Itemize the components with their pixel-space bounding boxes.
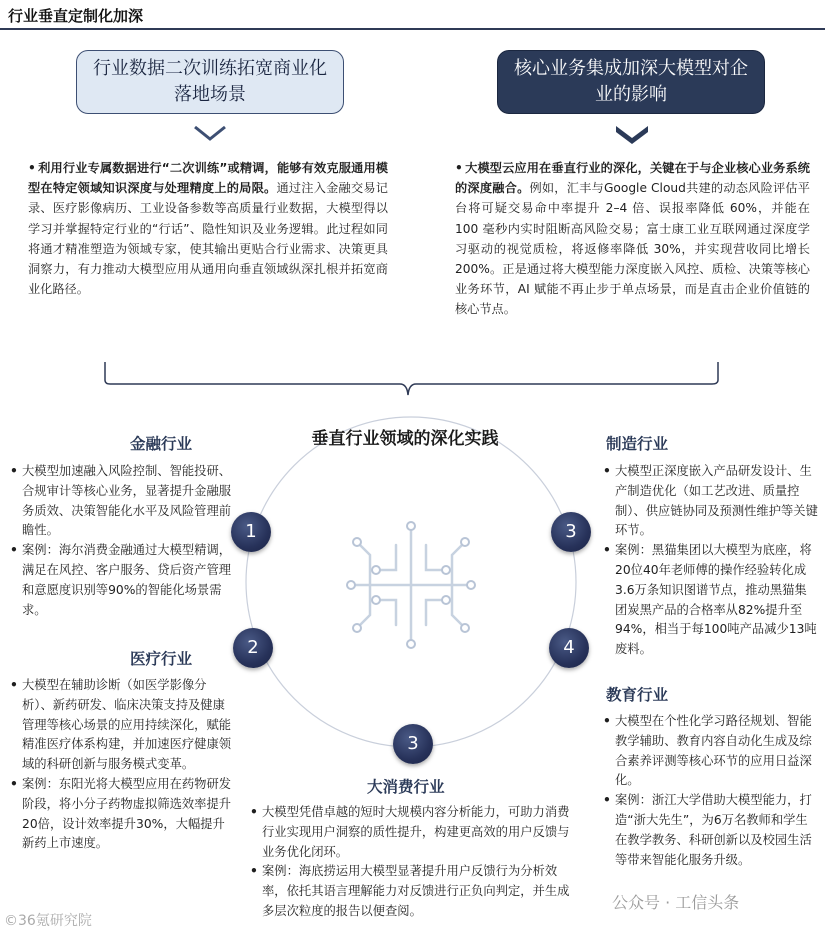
manufacturing-bullet-1: 大模型正深度嵌入产品研发设计、生产制造优化（如工艺改进、质量控制）、供应链协同及预测性维护等关键环节。 [615, 464, 818, 538]
education-bullet-1: 大模型在个性化学习路径规划、智能教学辅助、教育内容自动化生成及综合素养评测等核心环节的应用日益深化。 [615, 714, 812, 788]
step-circle-3-bottom: 3 [393, 724, 433, 764]
step-circle-1: 1 [231, 512, 271, 552]
bullet-icon: • [455, 161, 463, 175]
list-item: • 案例：黑猫集团以大模型为底座，将20位40年老师傅的操作经验转化成3.6万条知识图谱节点，推动黑猫集团炭黑产品的合格率从82%提升至94%，相当于每100吨产品减少13吨废料。 [603, 543, 817, 657]
watermark-right: 公众号 · 工信头条 [612, 893, 740, 912]
step-circle-4: 4 [549, 628, 589, 668]
manufacturing-list [603, 462, 818, 660]
left-topic-label: 行业数据二次训练拓宽商业化落地场景 [93, 58, 327, 105]
finance-bullet-2: 案例：海尔消费金融通过大模型精调，满足在风控、客户服务、贷后资产管理和意愿度识别等90%的智能化场景需求。 [22, 543, 232, 617]
list-item: • 大模型凭借卓越的短时大规模内容分析能力，可助力消费行业实现用户洞察的质性提升，构建更高效的用户反馈与业务优化闭环。 [250, 805, 570, 859]
finance-title: 金融行业 [130, 435, 193, 453]
list-item: • 案例：东阳光将大模型应用在药物研发阶段，将小分子药物虚拟筛选效率提升20倍，设计效率提升30%，大幅提升新药上市速度。 [10, 776, 232, 851]
finance-list [10, 462, 232, 620]
list-item: • 大模型在个性化学习路径规划、智能教学辅助、教育内容自动化生成及综合素养评测等核心环节的应用日益深化。 [603, 714, 812, 788]
list-item: • 大模型在辅助诊断（如医学影像分析）、新药研发、临床决策支持及健康管理等核心场景的应用持续深化，赋能精准医疗体系构建，并加速医疗健康领域的科研创新与服务模式变革。 [10, 678, 232, 772]
list-item: • 大模型加速融入风险控制、智能投研、合规审计等核心业务，显著提升金融服务质效、决策智能化水平及风险管理前瞻性。 [10, 464, 232, 538]
page-title: 行业垂直定制化加深 [8, 7, 144, 25]
consumer-bullet-1: 大模型凭借卓越的短时大规模内容分析能力，可助力消费行业实现用户洞察的质性提升，构建更高效的用户反馈与业务优化闭环。 [262, 805, 570, 859]
list-item: • 案例：海尔消费金融通过大模型精调，满足在风控、客户服务、贷后资产管理和意愿度识别等90%的智能化场景需求。 [10, 543, 232, 617]
right-topic-label: 核心业务集成加深大模型对企业的影响 [514, 58, 748, 105]
medical-list [10, 676, 232, 854]
consumer-title: 大消费行业 [367, 778, 445, 796]
left-description-bold: 利用行业专属数据进行“二次训练”或精调，能够有效克服通用模型在特定领域知识深度与处理精度上的局限。 [28, 161, 388, 196]
manufacturing-bullet-2: 案例：黑猫集团以大模型为底座，将20位40年老师傅的操作经验转化成3.6万条知识图谱节点，推动黑猫集团炭黑产品的合格率从82%提升至94%，相当于每100吨产品减少13吨废料。 [615, 543, 817, 657]
medical-bullet-2: 案例：东阳光将大模型应用在药物研发阶段，将小分子药物虚拟筛选效率提升20倍，设计效率提升30%，大幅提升新药上市速度。 [22, 776, 232, 851]
education-title: 教育行业 [606, 686, 669, 704]
watermark-left: ©36氪研究院 [4, 913, 92, 929]
step-circle-2: 2 [233, 628, 273, 668]
left-description-text: 通过注入金融交易记录、医疗影像病历、工业设备参数等高质量行业数据，大模型得以学习并掌握特定行业的“行话”、隐性知识及业务逻辑。此过程如同将通才精准塑造为领域专家，使其输出更贴合行业需求、决策更具洞察力，有力推动大模型应用从通用向垂直领域纵深扎根并拓宽商业化路径。 [28, 181, 388, 297]
finance-bullet-1: 大模型加速融入风险控制、智能投研、合规审计等核心业务，显著提升金融服务质效、决策智能化水平及风险管理前瞻性。 [22, 464, 232, 538]
medical-bullet-1: 大模型在辅助诊断（如医学影像分析）、新药研发、临床决策支持及健康管理等核心场景的应用持续深化，赋能精准医疗体系构建，并加速医疗健康领域的科研创新与服务模式变革。 [22, 678, 232, 772]
right-description-text: 例如，汇丰与Google Cloud共建的动态风险评估平台将可疑交易命中率提升 2–4 倍、误报率降低 60%，并能在 100 毫秒内实时阻断高风险交易；富士康工业互联网通过深度学习驱动的视觉质检，将返修率降低 30%，并实现营收同比增长 200%。正是通过将大模型能力深度嵌入风控、质检、决策等核心业务环节，AI 赋能不再止步于单点场景，而是直击企业价值链的核心节点。 [455, 181, 810, 317]
manufacturing-title: 制造行业 [606, 435, 669, 453]
list-item: • 案例：海底捞运用大模型显著提升用户反馈行为分析效率，依托其语言理解能力对反馈进行正负向判定，并生成多层次粒度的报告以便查阅。 [250, 864, 570, 918]
list-item: • 大模型正深度嵌入产品研发设计、生产制造优化（如工艺改进、质量控制）、供应链协同及预测性维护等关键环节。 [603, 464, 818, 538]
education-list [603, 712, 818, 870]
right-description-bold: 大模型云应用在垂直行业的深化，关键在于与企业核心业务系统的深度融合。 [455, 161, 810, 196]
medical-title: 医疗行业 [130, 650, 193, 668]
bullet-icon: • [28, 161, 36, 175]
list-item: • 案例：浙江大学借助大模型能力，打造“浙大先生”，为6万名教师和学生在教学教务、科研创新以及校园生活等带来智能化服务升级。 [603, 793, 812, 867]
consumer-list [250, 803, 580, 922]
step-circle-3-right: 3 [551, 512, 591, 552]
consumer-bullet-2: 案例：海底捞运用大模型显著提升用户反馈行为分析效率，依托其语言理解能力对反馈进行正负向判定，并生成多层次粒度的报告以便查阅。 [262, 864, 570, 918]
center-title: 垂直行业领域的深化实践 [311, 429, 499, 449]
education-bullet-2: 案例：浙江大学借助大模型能力，打造“浙大先生”，为6万名教师和学生在教学教务、科研创新以及校园生活等带来智能化服务升级。 [615, 793, 812, 867]
